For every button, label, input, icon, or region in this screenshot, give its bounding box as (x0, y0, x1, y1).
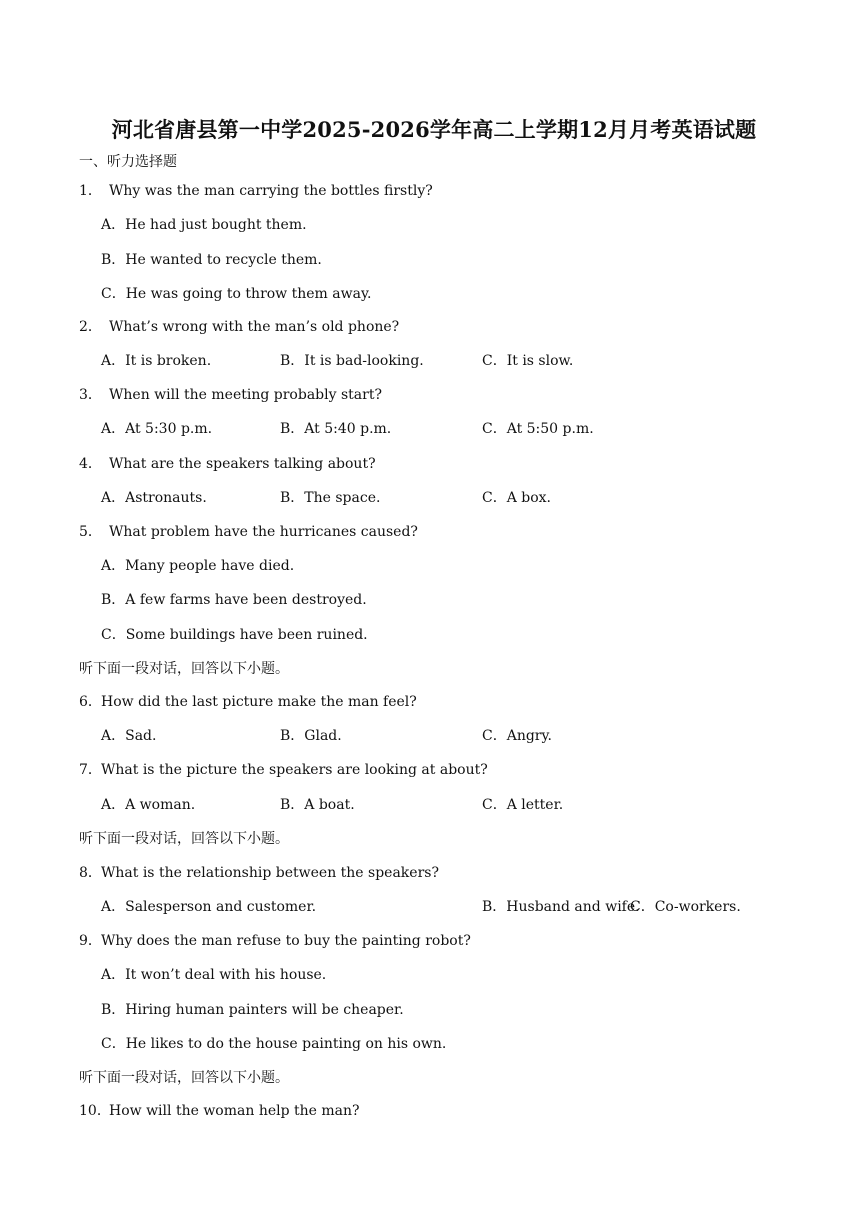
question-7 (79, 761, 488, 779)
question-number: 3． (79, 387, 102, 403)
question-text: What are the speakers talking about? (109, 456, 376, 472)
question-text: What problem have the hurricanes caused? (109, 524, 418, 540)
question-text: When will the meeting probably start? (109, 387, 382, 403)
page-title: 河北省唐县第一中学2025-2026学年高二上学期12月月考英语试题 (111, 117, 757, 142)
option-6a: A．Sad. (101, 728, 157, 744)
option-4c: C．A box. (482, 490, 552, 506)
dialog-instruction: 听下面一段对话，回答以下小题。 (79, 831, 289, 847)
question-8 (79, 864, 439, 882)
question-number: 9． (79, 933, 102, 949)
option-5c: C．Some buildings have been ruined. (101, 627, 368, 643)
question-3 (79, 386, 382, 404)
option-7c: C．A letter. (482, 797, 564, 813)
question-text: Why does the man refuse to buy the painting robot? (101, 933, 471, 949)
option-9c: C．He likes to do the house painting on his own. (101, 1036, 447, 1052)
question-text: How will the woman help the man? (109, 1103, 360, 1119)
question-text: What’s wrong with the man’s old phone? (109, 319, 400, 335)
option-1a: A．He had just bought them. (101, 217, 307, 233)
dialog-instruction: 听下面一段对话，回答以下小题。 (79, 1070, 289, 1086)
option-6c: C．Angry. (482, 728, 552, 744)
option-8c: C．Co-workers. (630, 899, 741, 915)
option-2c: C．It is slow. (482, 353, 574, 369)
option-3c: C．At 5:50 p.m. (482, 421, 594, 437)
question-1 (79, 182, 433, 200)
question-number: 8． (79, 865, 102, 881)
question-number: 2． (79, 319, 102, 335)
option-2b: B．It is bad-looking. (280, 353, 424, 369)
question-text: Why was the man carrying the bottles firstly? (109, 183, 433, 199)
question-9 (79, 932, 471, 950)
question-number: 5． (79, 524, 102, 540)
question-10 (79, 1102, 360, 1120)
dialog-instruction: 听下面一段对话，回答以下小题。 (79, 661, 289, 677)
section-heading: 一、听力选择题 (79, 154, 177, 170)
question-number: 10． (79, 1103, 111, 1119)
question-number: 7． (79, 762, 102, 778)
question-number: 4． (79, 456, 102, 472)
option-9b: B．Hiring human painters will be cheaper. (101, 1002, 404, 1018)
option-1b: B．He wanted to recycle them. (101, 252, 322, 268)
option-4b: B．The space. (280, 490, 381, 506)
question-number: 1． (79, 183, 102, 199)
option-7b: B．A boat. (280, 797, 355, 813)
question-text: What is the relationship between the speakers? (101, 865, 439, 881)
option-8b: B．Husband and wife. (482, 899, 640, 915)
question-4 (79, 455, 376, 473)
option-4a: A．Astronauts. (101, 490, 207, 506)
question-number: 6． (79, 694, 102, 710)
option-2a: A．It is broken. (101, 353, 212, 369)
option-1c: C．He was going to throw them away. (101, 286, 372, 302)
option-3b: B．At 5:40 p.m. (280, 421, 392, 437)
option-6b: B．Glad. (280, 728, 342, 744)
option-9a: A．It won’t deal with his house. (101, 967, 327, 983)
option-5a: A．Many people have died. (101, 558, 295, 574)
option-5b: B．A few farms have been destroyed. (101, 592, 367, 608)
question-text: How did the last picture make the man feel? (101, 694, 417, 710)
option-8a: A．Salesperson and customer. (101, 899, 317, 915)
option-3a: A．At 5:30 p.m. (101, 421, 213, 437)
question-2 (79, 318, 399, 336)
question-5 (79, 523, 418, 541)
question-6 (79, 693, 417, 711)
option-7a: A．A woman. (101, 797, 196, 813)
question-text: What is the picture the speakers are looking at about? (101, 762, 488, 778)
